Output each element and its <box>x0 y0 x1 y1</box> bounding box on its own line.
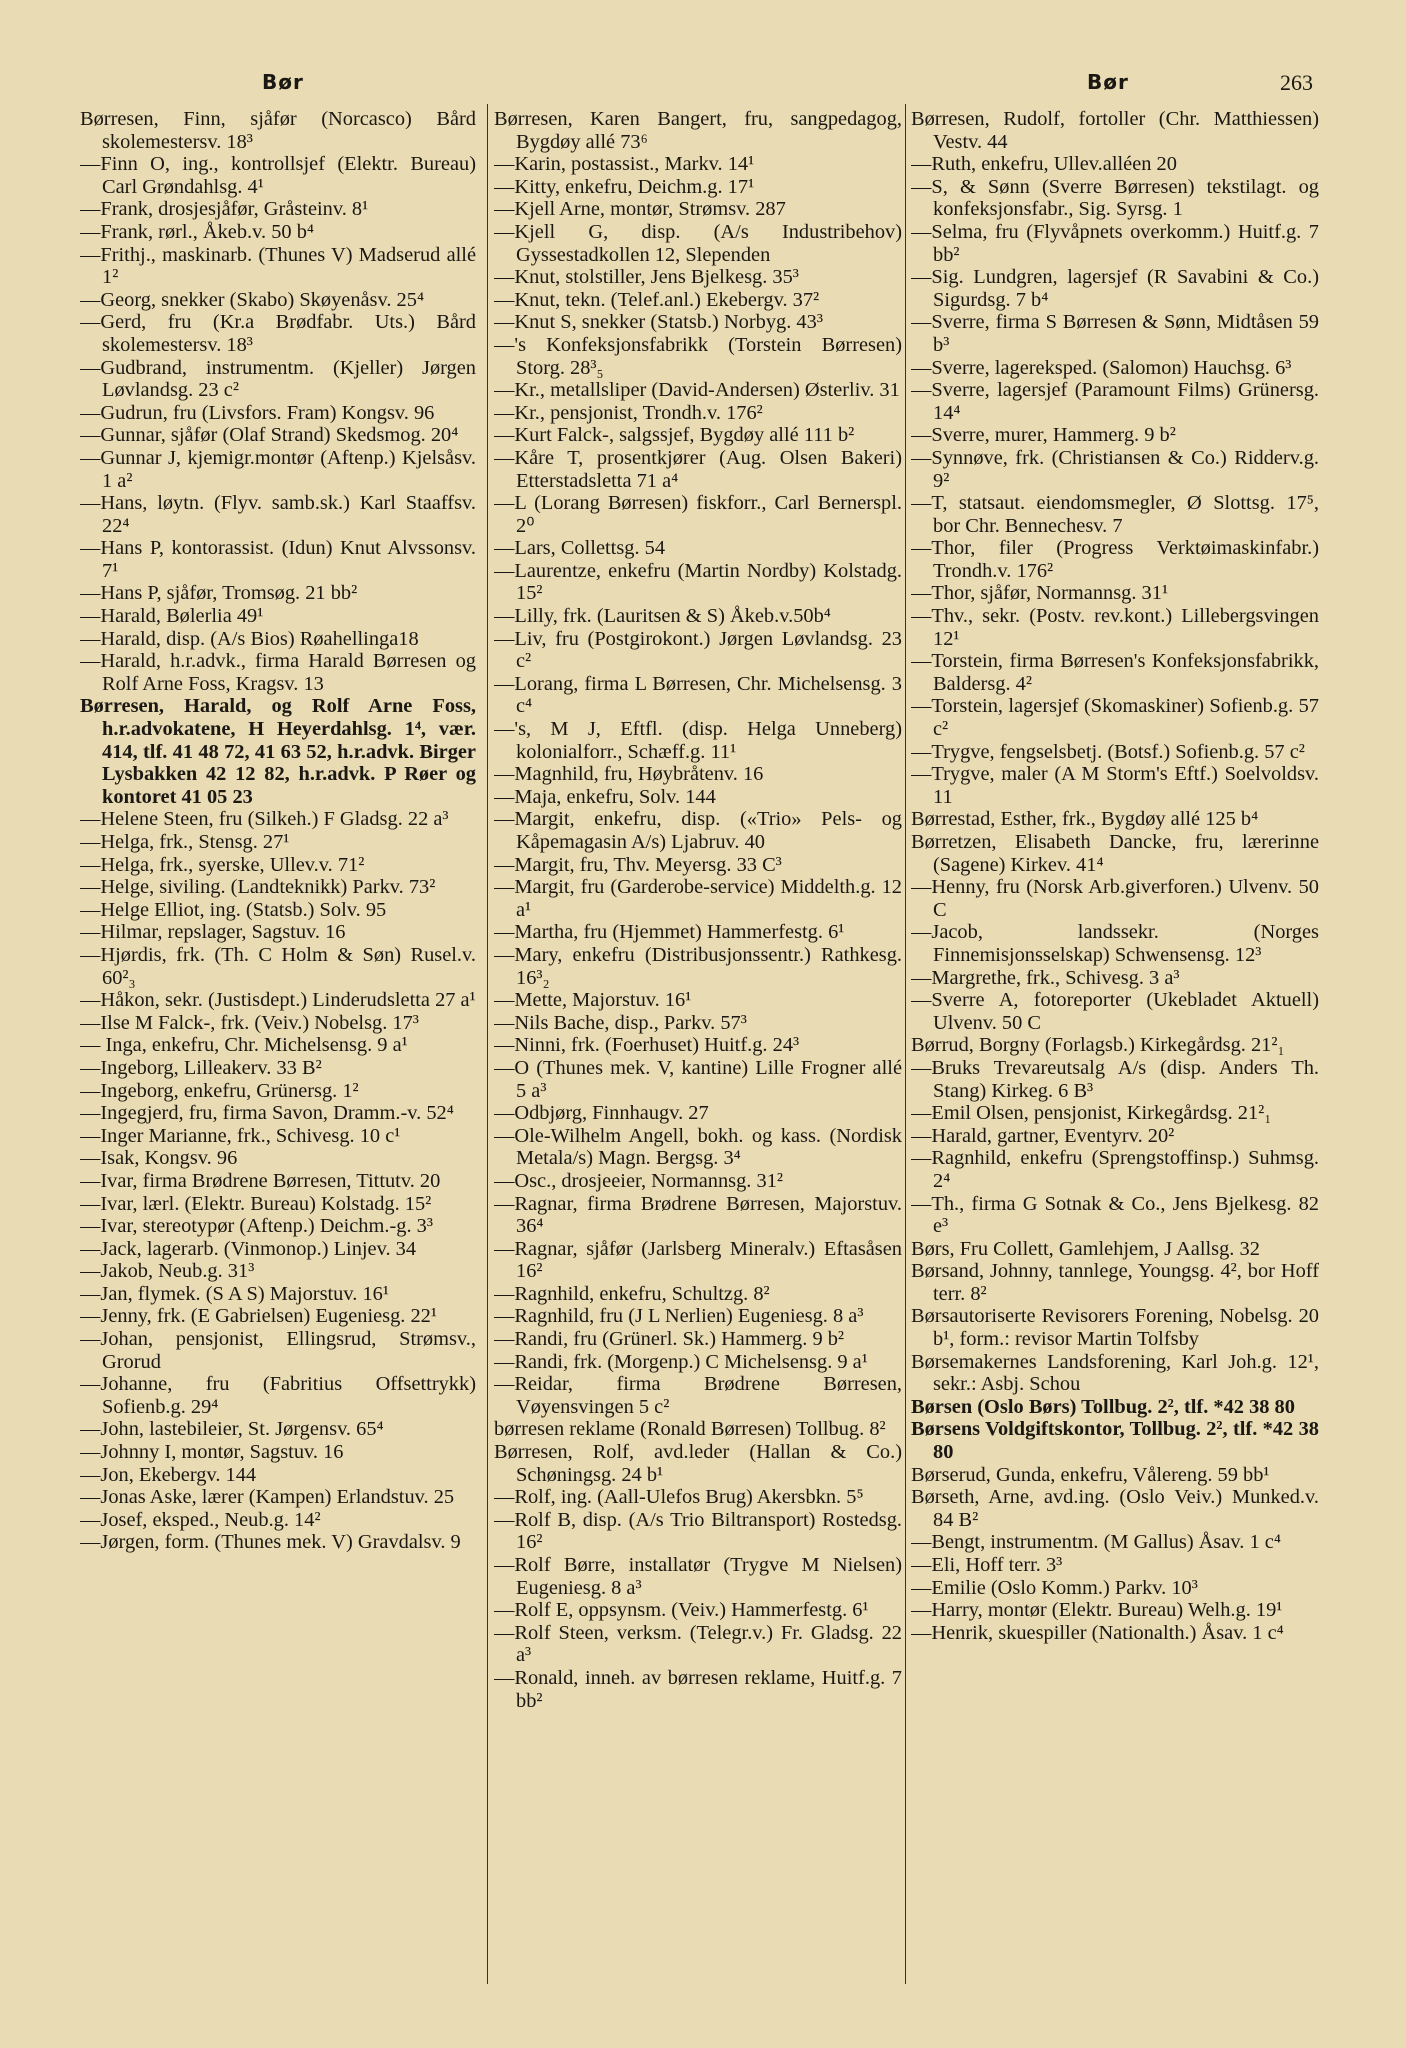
directory-entry: —'s Konfeksjonsfabrikk (Torstein Børresen) Storg. 28³₅ <box>494 333 902 379</box>
directory-entry: —Hans P, sjåfør, Tromsøg. 21 bb² <box>80 582 358 605</box>
directory-entry: —Jenny, frk. (E Gabrielsen) Eugeniesg. 22¹ <box>80 1305 437 1328</box>
directory-entry: —Harry, montør (Elektr. Bureau) Welh.g. 19¹ <box>911 1599 1283 1622</box>
column-divider <box>487 104 488 1984</box>
directory-entry: —Henny, fru (Norsk Arb.giverforen.) Ulvenv. 50 C <box>911 876 1319 921</box>
directory-entry: —Maja, enkefru, Solv. 144 <box>494 785 716 808</box>
directory-entry: —Randi, fru (Grünerl. Sk.) Hammerg. 9 b² <box>494 1328 845 1351</box>
directory-entry: —Knut S, snekker (Statsb.) Norbyg. 43³ <box>494 311 823 334</box>
directory-entry: —Ronald, inneh. av børresen reklame, Huitf.g. 7 bb² <box>494 1666 902 1712</box>
directory-entry: —John, lastebileier, St. Jørgensv. 65⁴ <box>80 1418 384 1441</box>
directory-entry: —Margit, enkefru, disp. («Trio» Pels- og Kåpemagasin A/s) Ljabruv. 40 <box>494 808 902 853</box>
directory-entry: —Selma, fru (Flyvåpnets overkomm.) Huitf.g. 7 bb² <box>911 220 1319 266</box>
directory-entry: —Martha, fru (Hjemmet) Hammerfestg. 6¹ <box>494 921 845 944</box>
directory-entry: Børsand, Johnny, tannlege, Youngsg. 4², bor Hoff terr. 8² <box>911 1260 1319 1305</box>
directory-entry: —Harald, h.r.advk., firma Harald Børresen og Rolf Arne Foss, Kragsv. 13 <box>80 650 476 695</box>
directory-entry: —Sverre, murer, Hammerg. 9 b² <box>911 424 1176 447</box>
directory-entry: —Kurt Falck-, salgssjef, Bygdøy allé 111 b² <box>494 424 855 447</box>
directory-entry: —Jack, lagerarb. (Vinmonop.) Linjev. 34 <box>80 1237 417 1260</box>
directory-entry: —Lilly, frk. (Lauritsen & S) Åkeb.v.50b⁴ <box>494 605 831 628</box>
directory-entry: —Harald, gartner, Eventyrv. 20² <box>911 1124 1175 1147</box>
directory-entry: —Gudbrand, instrumentm. (Kjeller) Jørgen Løvlandsg. 23 c² <box>80 356 476 402</box>
directory-entry: —Magnhild, fru, Høybråtenv. 16 <box>494 763 764 786</box>
column-2 <box>494 108 902 1712</box>
directory-entry: —Kr., metallsliper (David-Andersen) Østerliv. 31 <box>494 379 900 402</box>
directory-entry: —Hans, løytn. (Flyv. samb.sk.) Karl Staaffsv. 22⁴ <box>80 492 476 537</box>
directory-entry: —Gerd, fru (Kr.a Brødfabr. Uts.) Bård skolemestersv. 18³ <box>80 311 476 356</box>
directory-entry: —Johnny I, montør, Sagstuv. 16 <box>80 1441 344 1464</box>
directory-entry: —Helga, frk., syerske, Ullev.v. 71² <box>80 853 365 876</box>
directory-entry: —Ragnhild, enkefru (Sprengstoffinsp.) Suhmsg. 2⁴ <box>911 1147 1319 1192</box>
directory-entry: —Hilmar, repslager, Sagstuv. 16 <box>80 921 346 944</box>
directory-entry: Børresen, Harald, og Rolf Arne Foss, h.r.advokatene, H Heyerdahlsg. 1⁴, vær. 414, tlf. 41 48 72, 41 63 52, h.r.advk. Birger Lysbakken 42 12 82, h.r.advk. P Røer og kontoret 41 05 23 <box>80 695 476 808</box>
directory-entry: —Eli, Hoff terr. 3³ <box>911 1554 1063 1576</box>
directory-entry: —Harald, disp. (A/s Bios) Røahellinga18 <box>80 627 419 650</box>
directory-entry: Børresen, Rolf, avd.leder (Hallan & Co.) Schøningsg. 24 b¹ <box>494 1441 902 1486</box>
directory-entry: —Knut, stolstiller, Jens Bjelkesg. 35³ <box>494 266 799 289</box>
directory-entry: Børrud, Borgny (Forlagsb.) Kirkegårdsg. 21²₁ <box>911 1034 1285 1057</box>
directory-entry: Børresen, Finn, sjåfør (Norcasco) Bård skolemestersv. 18³ <box>80 108 476 153</box>
directory-entry: —Rolf, ing. (Aall-Ulefos Brug) Akersbkn. 5⁵ <box>494 1486 864 1509</box>
directory-entry: Børresen, Karen Bangert, fru, sangpedagog, Bygdøy allé 73⁶ <box>494 108 902 153</box>
directory-entry: —Margit, fru, Thv. Meyersg. 33 C³ <box>494 853 782 876</box>
directory-entry: —Harald, Bølerlia 49¹ <box>80 605 264 628</box>
directory-entry: —Johan, pensjonist, Ellingsrud, Strømsv., Grorud <box>80 1328 476 1373</box>
directory-entry: —Hjørdis, frk. (Th. C Holm & Søn) Rusel.v. 60²₃ <box>80 943 476 989</box>
column-1 <box>80 108 476 1554</box>
directory-entry: —Ragnhild, enkefru, Schultzg. 8² <box>494 1282 770 1305</box>
directory-entry: —Jon, Ekebergv. 144 <box>80 1463 257 1486</box>
directory-entry: —Inger Marianne, frk., Schivesg. 10 c¹ <box>80 1124 401 1147</box>
directory-entry: —Reidar, firma Brødrene Børresen, Vøyensvingen 5 c² <box>494 1373 902 1418</box>
directory-entry: —Knut, tekn. (Telef.anl.) Ekebergv. 37² <box>494 288 820 311</box>
directory-entry: —Gunnar, sjåfør (Olaf Strand) Skedsmog. 20⁴ <box>80 424 459 447</box>
directory-entry: —Karin, postassist., Markv. 14¹ <box>494 153 755 176</box>
directory-entry: —Mette, Majorstuv. 16¹ <box>494 989 692 1012</box>
directory-entry: —Georg, snekker (Skabo) Skøyenåsv. 25⁴ <box>80 288 425 311</box>
directory-entry: —Jørgen, form. (Thunes mek. V) Gravdalsv. 9 <box>80 1531 461 1554</box>
directory-entry: —Emilie (Oslo Komm.) Parkv. 10³ <box>911 1576 1198 1599</box>
directory-entry: —Randi, frk. (Morgenp.) C Michelsensg. 9 a¹ <box>494 1350 868 1373</box>
directory-entry: —Nils Bache, disp., Parkv. 57³ <box>494 1011 747 1034</box>
directory-entry: Børs, Fru Collett, Gamlehjem, J Aallsg. 32 <box>911 1237 1260 1260</box>
directory-entry: —T, statsaut. eiendomsmegler, Ø Slottsg. 17⁵, bor Chr. Bennechesv. 7 <box>911 492 1319 537</box>
directory-entry: —Ivar, firma Brødrene Børresen, Tittutv. 20 <box>80 1169 441 1192</box>
directory-entry: —Rolf Steen, verksm. (Telegr.v.) Fr. Gladsg. 22 a³ <box>494 1621 902 1667</box>
directory-entry: —Ingeborg, enkefru, Grünersg. 1² <box>80 1079 359 1102</box>
directory-entry: —Ragnar, firma Brødrene Børresen, Majorstuv. 36⁴ <box>494 1192 902 1238</box>
directory-entry: —Håkon, sekr. (Justisdept.) Linderudsletta 27 a¹ <box>80 989 476 1012</box>
directory-entry: —Henrik, skuespiller (Nationalth.) Åsav. 1 c⁴ <box>911 1621 1284 1644</box>
running-head-left: Bør <box>262 70 304 94</box>
directory-entry: —Thor, sjåfør, Normannsg. 31¹ <box>911 582 1169 605</box>
directory-entry: Børseth, Arne, avd.ing. (Oslo Veiv.) Munked.v. 84 B² <box>911 1486 1319 1531</box>
directory-entry: —Th., firma G Sotnak & Co., Jens Bjelkesg. 82 e³ <box>911 1192 1319 1238</box>
directory-entry: Børretzen, Elisabeth Dancke, fru, lærerinne (Sagene) Kirkev. 41⁴ <box>911 831 1319 876</box>
directory-entry: Børrestad, Esther, frk., Bygdøy allé 125 b⁴ <box>911 808 1259 831</box>
directory-entry: —Finn O, ing., kontrollsjef (Elektr. Bureau) Carl Grøndahlsg. 4¹ <box>80 153 476 198</box>
directory-entry: —Ivar, lærl. (Elektr. Bureau) Kolstadg. 15² <box>80 1192 432 1215</box>
directory-entry: —Rolf E, oppsynsm. (Veiv.) Hammerfestg. 6¹ <box>494 1599 869 1622</box>
directory-entry: —Odbjørg, Finnhaugv. 27 <box>494 1102 709 1125</box>
directory-entry: —Thv., sekr. (Postv. rev.kont.) Lillebergsvingen 12¹ <box>911 605 1319 650</box>
directory-entry: —Osc., drosjeeier, Normannsg. 31² <box>494 1169 784 1192</box>
directory-entry: —Bruks Trevareutsalg A/s (disp. Anders Th. Stang) Kirkeg. 6 B³ <box>911 1056 1319 1102</box>
directory-entry: —Ingegjerd, fru, firma Savon, Dramm.-v. 52⁴ <box>80 1102 454 1125</box>
directory-entry: — Inga, enkefru, Chr. Michelsensg. 9 a¹ <box>80 1034 408 1057</box>
directory-entry: —Emil Olsen, pensjonist, Kirkegårdsg. 21²₁ <box>911 1102 1272 1125</box>
directory-entry: Børsen (Oslo Børs) Tollbug. 2², tlf. *42 38 80 <box>911 1395 1295 1418</box>
directory-entry: —Torstein, firma Børresen's Konfeksjonsfabrikk, Baldersg. 4² <box>911 650 1319 695</box>
directory-entry: —Sverre A, fotoreporter (Ukebladet Aktuell) Ulvenv. 50 C <box>911 989 1319 1034</box>
directory-entry: —Ninni, frk. (Foerhuset) Huitf.g. 24³ <box>494 1034 800 1057</box>
directory-entry: —Jonas Aske, lærer (Kampen) Erlandstuv. 25 <box>80 1486 455 1509</box>
directory-entry: —'s, M J, Eftfl. (disp. Helga Unneberg) kolonialforr., Schæff.g. 11¹ <box>494 718 902 763</box>
directory-entry: børresen reklame (Ronald Børresen) Tollbug. 8² <box>494 1418 886 1441</box>
directory-entry: —Ragnhild, fru (J L Nerlien) Eugeniesg. 8 a³ <box>494 1305 864 1328</box>
directory-entry: —Gudrun, fru (Livsfors. Fram) Kongsv. 96 <box>80 401 435 424</box>
directory-entry: —Kr., pensjonist, Trondh.v. 176² <box>494 401 763 424</box>
directory-entry: —Jacob, landssekr. (Norges Finnemisjonsselskap) Schwensensg. 12³ <box>911 921 1319 966</box>
directory-entry: —Ilse M Falck-, frk. (Veiv.) Nobelsg. 17³ <box>80 1011 419 1034</box>
directory-entry: —Frithj., maskinarb. (Thunes V) Madserud allé 1² <box>80 243 476 289</box>
directory-entry: —Gunnar J, kjemigr.montør (Aftenp.) Kjelsåsv. 1 a² <box>80 446 476 492</box>
directory-entry: Børsautoriserte Revisorers Forening, Nobelsg. 20 b¹, form.: revisor Martin Tolfsby <box>911 1305 1319 1351</box>
column-3 <box>911 108 1319 1644</box>
directory-entry: —Frank, drosjesjåfør, Gråsteinv. 8¹ <box>80 198 369 221</box>
directory-entry: —O (Thunes mek. V, kantine) Lille Frogner allé 5 a³ <box>494 1056 902 1102</box>
directory-entry: —Lars, Collettsg. 54 <box>494 537 666 560</box>
directory-entry: —Sig. Lundgren, lagersjef (R Savabini & Co.) Sigurdsg. 7 b⁴ <box>911 266 1319 311</box>
directory-entry: Børserud, Gunda, enkefru, Vålereng. 59 bb¹ <box>911 1463 1270 1486</box>
directory-entry: —Helge, siviling. (Landteknikk) Parkv. 73² <box>80 876 436 899</box>
directory-entry: —Isak, Kongsv. 96 <box>80 1147 238 1170</box>
directory-entry: —Kjell G, disp. (A/s Industribehov) Gyssestadkollen 12, Slependen <box>494 220 902 266</box>
directory-entry: —Sverre, lagersjef (Paramount Films) Grünersg. 14⁴ <box>911 379 1319 424</box>
directory-entry: —Laurentze, enkefru (Martin Nordby) Kolstadg. 15² <box>494 559 902 605</box>
directory-entry: —Lorang, firma L Børresen, Chr. Michelsensg. 3 c⁴ <box>494 672 902 718</box>
directory-entry: —Helga, frk., Stensg. 27¹ <box>80 831 290 853</box>
directory-entry: —Torstein, lagersjef (Skomaskiner) Sofienb.g. 57 c² <box>911 695 1319 741</box>
directory-entry: —Margit, fru (Garderobe-service) Middelth.g. 12 a¹ <box>494 876 902 921</box>
directory-entry: —Synnøve, frk. (Christiansen & Co.) Ridderv.g. 9² <box>911 446 1319 492</box>
directory-entry: —Josef, eksped., Neub.g. 14² <box>80 1508 321 1531</box>
directory-entry: —Sverre, lagereksped. (Salomon) Hauchsg. 6³ <box>911 356 1292 379</box>
directory-entry: —Frank, rørl., Åkeb.v. 50 b⁴ <box>80 220 315 243</box>
directory-entry: —Kåre T, prosentkjører (Aug. Olsen Bakeri) Etterstadsletta 71 a⁴ <box>494 446 902 492</box>
directory-entry: —Ivar, stereotypør (Aftenp.) Deichm.-g. 3³ <box>80 1215 433 1238</box>
directory-entry: —Bengt, instrumentm. (M Gallus) Åsav. 1 c⁴ <box>911 1531 1281 1554</box>
directory-entry: —Sverre, firma S Børresen & Sønn, Midtåsen 59 b³ <box>911 311 1319 356</box>
column-divider <box>905 104 906 1984</box>
page-number: 263 <box>1280 70 1313 95</box>
directory-entry: —Trygve, fengselsbetj. (Botsf.) Sofienb.g. 57 c² <box>911 740 1305 763</box>
directory-entry: —Jakob, Neub.g. 31³ <box>80 1260 255 1283</box>
directory-entry: Børsens Voldgiftskontor, Tollbug. 2², tlf. *42 38 80 <box>911 1418 1319 1464</box>
directory-entry: —Ingeborg, Lilleakerv. 33 B² <box>80 1056 322 1079</box>
directory-entry: —Trygve, maler (A M Storm's Eftf.) Soelvoldsv. 11 <box>911 763 1319 808</box>
directory-entry: —Helge Elliot, ing. (Statsb.) Solv. 95 <box>80 898 387 921</box>
running-head-right: Bør <box>1087 70 1129 94</box>
directory-entry: Børresen, Rudolf, fortoller (Chr. Matthiessen) Vestv. 44 <box>911 108 1319 153</box>
directory-entry: —Jan, flymek. (S A S) Majorstuv. 16¹ <box>80 1282 389 1305</box>
directory-entry: —Hans P, kontorassist. (Idun) Knut Alvssonsv. 7¹ <box>80 537 476 582</box>
directory-entry: Børsemakernes Landsforening, Karl Joh.g. 12¹, sekr.: Asbj. Schou <box>911 1350 1319 1396</box>
directory-entry: —Ragnar, sjåfør (Jarlsberg Mineralv.) Eftasåsen 16² <box>494 1237 902 1283</box>
directory-entry: —Liv, fru (Postgirokont.) Jørgen Løvlandsg. 23 c² <box>494 627 902 673</box>
directory-entry: —Rolf B, disp. (A/s Trio Biltransport) Rostedsg. 16² <box>494 1508 902 1554</box>
directory-entry: —Kitty, enkefru, Deichm.g. 17¹ <box>494 175 755 198</box>
directory-entry: —Margrethe, frk., Schivesg. 3 a³ <box>911 966 1180 989</box>
directory-entry: —S, & Sønn (Sverre Børresen) tekstilagt. og konfeksjonsfabr., Sig. Syrsg. 1 <box>911 175 1319 221</box>
directory-entry: —Mary, enkefru (Distribusjonssentr.) Rathkesg. 16³₂ <box>494 943 902 989</box>
directory-entry: —Ole-Wilhelm Angell, bokh. og kass. (Nordisk Metala/s) Magn. Bergsg. 3⁴ <box>494 1124 902 1170</box>
directory-entry: —Ruth, enkefru, Ullev.alléen 20 <box>911 153 1177 176</box>
directory-entry: —L (Lorang Børresen) fiskforr., Carl Bernerspl. 2⁰ <box>494 492 902 537</box>
directory-entry: —Rolf Børre, installatør (Trygve M Nielsen) Eugeniesg. 8 a³ <box>494 1554 902 1599</box>
directory-entry: —Thor, filer (Progress Verktøimaskinfabr.) Trondh.v. 176² <box>911 537 1319 582</box>
directory-entry: —Johanne, fru (Fabritius Offsettrykk) Sofienb.g. 29⁴ <box>80 1373 476 1418</box>
directory-entry: —Helene Steen, fru (Silkeh.) F Gladsg. 22 a³ <box>80 808 449 831</box>
directory-entry: —Kjell Arne, montør, Strømsv. 287 <box>494 198 786 221</box>
